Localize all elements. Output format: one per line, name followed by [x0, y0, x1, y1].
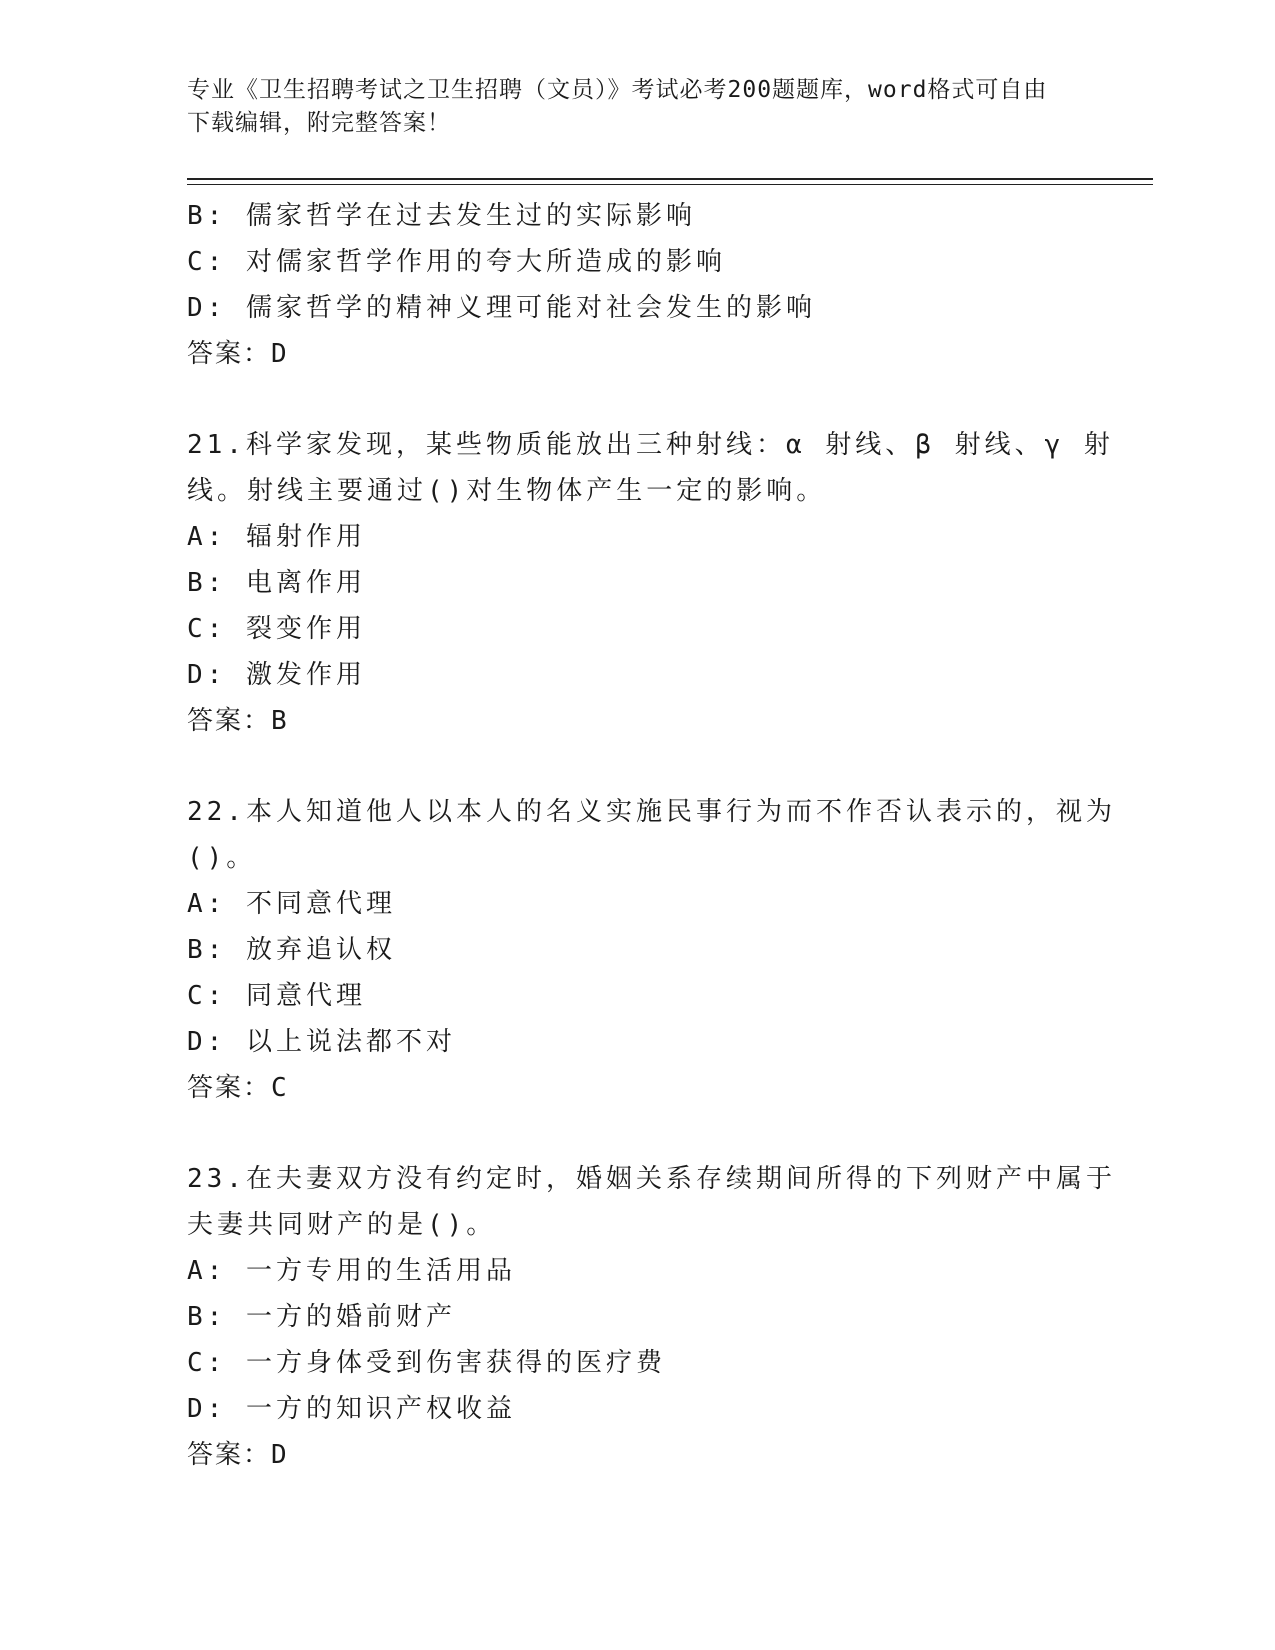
prev-question: [187, 193, 1087, 377]
option-c: C: 一方身体受到伤害获得的医疗费: [187, 1348, 666, 1378]
header-rule-thin: [187, 184, 1153, 185]
option-c: C: 裂变作用: [187, 614, 366, 644]
option-d: D: 以上说法都不对: [187, 1027, 456, 1057]
header-rule-thick: [187, 178, 1153, 180]
option-a: A: 辐射作用: [187, 522, 366, 552]
question-stem: 23.在夫妻双方没有约定时，婚姻关系存续期间所得的下列财产中属于: [187, 1164, 1116, 1194]
question-stem-cont: 线。射线主要通过()对生物体产生一定的影响。: [187, 476, 827, 506]
option-d: D: 一方的知识产权收益: [187, 1394, 516, 1424]
question-22: [187, 789, 1116, 1111]
question-21: [187, 422, 1114, 744]
option-b: B: 电离作用: [187, 568, 366, 598]
document-header: 专业《卫生招聘考试之卫生招聘（文员）》考试必考200题题库，word格式可自由下载编辑，附完整答案！: [187, 77, 1048, 136]
option-d: D: 儒家哲学的精神义理可能对社会发生的影响: [187, 293, 816, 323]
option-d: D: 激发作用: [187, 660, 366, 690]
question-stem-cont: 夫妻共同财产的是()。: [187, 1210, 497, 1240]
question-stem: 21.科学家发现，某些物质能放出三种射线：α 射线、β 射线、γ 射: [187, 430, 1114, 460]
option-b: B: 儒家哲学在过去发生过的实际影响: [187, 201, 696, 231]
question-stem: 22.本人知道他人以本人的名义实施民事行为而不作否认表示的，视为: [187, 797, 1116, 827]
question-stem-cont: ()。: [187, 843, 257, 873]
question-list: [187, 193, 1116, 1478]
option-b: B: 一方的婚前财产: [187, 1302, 456, 1332]
answer-line: 答案：C: [187, 1073, 289, 1103]
answer-line: 答案：D: [187, 339, 289, 369]
answer-line: 答案：D: [187, 1440, 289, 1470]
question-23: [187, 1156, 1116, 1478]
option-c: C: 对儒家哲学作用的夸大所造成的影响: [187, 247, 726, 277]
option-a: A: 一方专用的生活用品: [187, 1256, 516, 1286]
option-c: C: 同意代理: [187, 981, 366, 1011]
option-b: B: 放弃追认权: [187, 935, 396, 965]
option-a: A: 不同意代理: [187, 889, 396, 919]
answer-line: 答案：B: [187, 706, 289, 736]
